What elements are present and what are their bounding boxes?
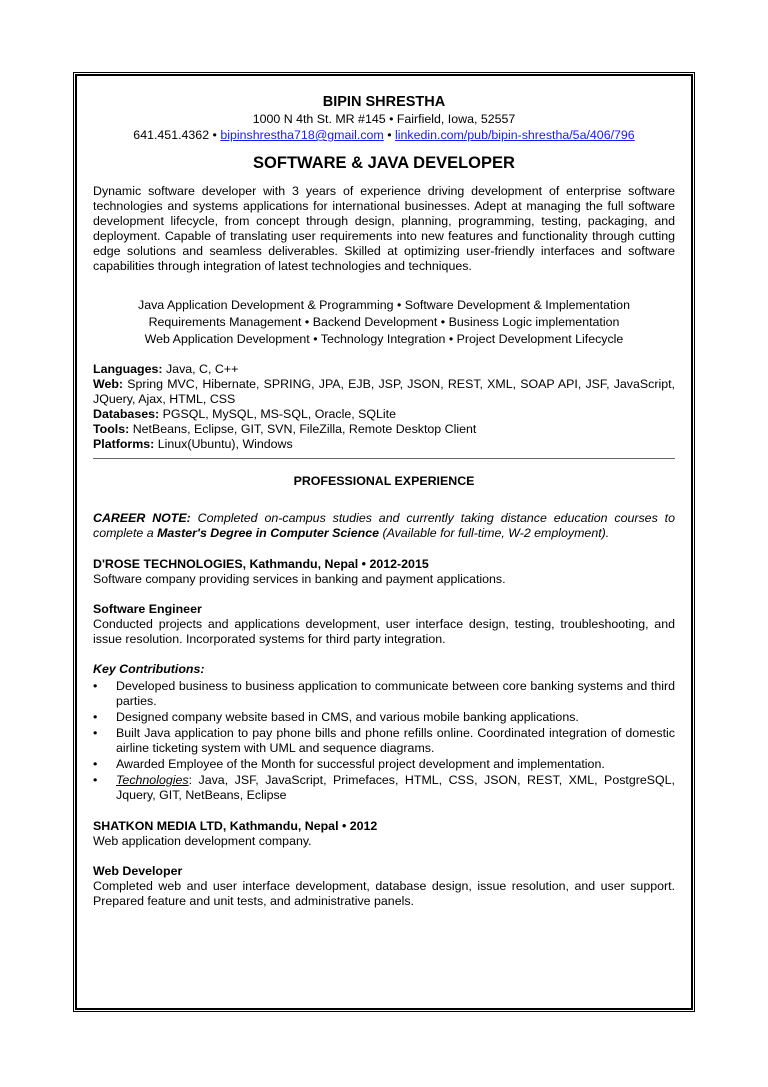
- role-software-engineer: Software Engineer: [93, 602, 202, 616]
- role-web-developer-description: Completed web and user interface development, database design, issue resolution, and user support. Prepared feature and unit tests, and administrative panels.: [93, 879, 675, 908]
- bullet-icon: •: [93, 773, 98, 787]
- databases-label: Databases:: [93, 407, 160, 421]
- email-link[interactable]: bipinshrestha718@gmail.com: [220, 128, 384, 142]
- resume-content: [93, 93, 675, 909]
- role-software-engineer-description: Conducted projects and applications development, user interface design, testing, troubleshooting, and issue resolution. Incorporated systems for third party integration.: [93, 617, 675, 646]
- skills-line: Requirements Management • Backend Development • Business Logic implementation: [148, 315, 620, 329]
- bullet-text: Designed company website based in CMS, and various mobile banking applications.: [116, 710, 579, 724]
- languages-label: Languages:: [93, 362, 163, 376]
- linkedin-link[interactable]: linkedin.com/pub/bipin-shrestha/5a/406/796: [394, 128, 635, 142]
- career-note-availability: (Available for full-time, W-2 employment).: [379, 526, 610, 540]
- platforms-label: Platforms:: [93, 437, 155, 451]
- contact-separator: •: [383, 128, 395, 142]
- tools-label: Tools:: [93, 422, 130, 436]
- list-item: [93, 726, 675, 756]
- bullet-text: Developed business to business application to communicate between core banking systems and third parties.: [116, 679, 675, 708]
- role-web-developer: Web Developer: [93, 864, 183, 878]
- career-note: [93, 511, 675, 541]
- skills-line: Web Application Development • Technology Integration • Project Development Lifecycle: [144, 332, 624, 346]
- technologies-list: : Java, JSF, JavaScript, Primefaces, HTML, CSS, JSON, REST, XML, PostgreSQL, Jquery, GIT, NetBeans, Eclipse: [116, 773, 675, 802]
- contact-line: [93, 127, 675, 143]
- core-skills: [93, 297, 675, 348]
- list-item: [93, 757, 675, 772]
- technical-skills: [93, 362, 675, 452]
- key-contributions-list: [93, 679, 675, 803]
- section-divider: [93, 458, 675, 459]
- bullet-icon: •: [93, 726, 98, 740]
- web-label: Web:: [93, 377, 124, 391]
- tools-value: NetBeans, Eclipse, GIT, SVN, FileZilla, Remote Desktop Client: [129, 422, 477, 436]
- career-note-label: CAREER NOTE:: [93, 511, 191, 525]
- web-row: [93, 377, 675, 407]
- databases-row: [93, 407, 675, 422]
- company-drose: D'ROSE TECHNOLOGIES, Kathmandu, Nepal • 2012-2015: [93, 557, 429, 571]
- tools-row: [93, 422, 675, 437]
- professional-summary: Dynamic software developer with 3 years of experience driving development of enterprise software technologies and systems applications for international businesses. Adept at managing the full software development lifecycle, from concept through design, planning, programming, testing, packaging, and deployment. Capable of translating user requirements into new features and functionality through cutting edge solutions and seamless deliverables. Skilled at optimizing user-friendly interfaces and software capabilities through integration of latest technologies and techniques.: [93, 184, 675, 273]
- company-shatkon: SHATKON MEDIA LTD, Kathmandu, Nepal • 2012: [93, 819, 378, 833]
- languages-row: [93, 362, 675, 377]
- platforms-value: Linux(Ubuntu), Windows: [154, 437, 293, 451]
- list-item: [93, 710, 675, 725]
- company-shatkon-description: Web application development company.: [93, 834, 312, 848]
- languages-value: Java, C, C++: [162, 362, 239, 376]
- company-drose-description: Software company providing services in banking and payment applications.: [93, 572, 506, 586]
- platforms-row: [93, 437, 675, 452]
- bullet-icon: •: [93, 710, 98, 724]
- career-note-degree: Master's Degree in Computer Science: [157, 526, 379, 540]
- databases-value: PGSQL, MySQL, MS-SQL, Oracle, SQLite: [159, 407, 396, 421]
- web-value: Spring MVC, Hibernate, SPRING, JPA, EJB, JSP, JSON, REST, XML, SOAP API, JSF, JavaScript, JQuery, Ajax, HTML, CSS: [93, 377, 675, 406]
- bullet-text: Built Java application to pay phone bills and phone refills online. Coordinated integration of domestic airline ticketing system with UML and sequence diagrams.: [116, 726, 675, 755]
- bullet-icon: •: [93, 679, 98, 693]
- key-contributions-heading: Key Contributions:: [93, 662, 205, 676]
- list-item: [93, 773, 675, 803]
- address-line: 1000 N 4th St. MR #145 • Fairfield, Iowa, 52557: [252, 112, 516, 126]
- bullet-text: Awarded Employee of the Month for successful project development and implementation.: [116, 757, 605, 771]
- skills-line: Java Application Development & Programming • Software Development & Implementation: [138, 298, 630, 312]
- job-title: SOFTWARE & JAVA DEVELOPER: [253, 154, 515, 172]
- technologies-label: Technologies: [116, 773, 189, 787]
- bullet-icon: •: [93, 757, 98, 771]
- career-note-text: Completed on-campus studies and currently taking distance education courses to complete a: [93, 511, 675, 540]
- candidate-name: BIPIN SHRESTHA: [322, 94, 446, 110]
- experience-heading: PROFESSIONAL EXPERIENCE: [293, 474, 475, 488]
- phone: 641.451.4362 •: [133, 128, 221, 142]
- list-item: [93, 679, 675, 709]
